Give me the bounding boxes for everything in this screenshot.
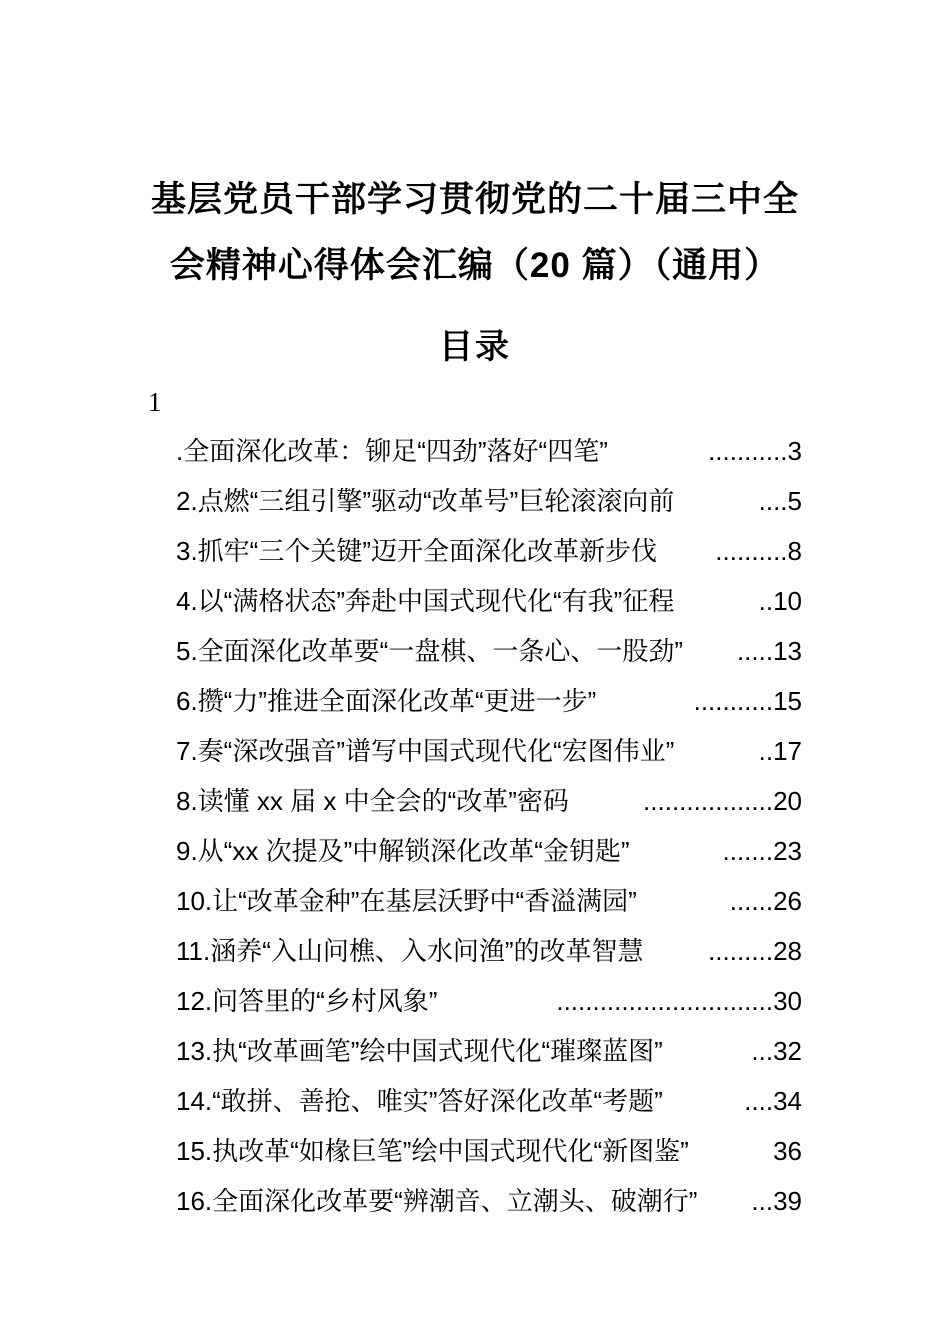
toc-entry[interactable] [176,526,802,576]
toc-entry-page-number: 39 [773,1186,802,1216]
toc-entry-title: 11.涵养“入山问樵、入水问渔”的改革智慧 [176,936,644,966]
toc-entry[interactable] [176,726,802,776]
toc-entry-dot-leader: .......... [715,536,788,566]
toc-entry-title: 2.点燃“三组引擎”驱动“改革号”巨轮滚滚向前 [176,486,675,516]
toc-entry-dot-leader: ... [751,1186,774,1216]
toc-entry-dot-leader: .... [744,1086,774,1116]
toc-entry-page-number: 30 [773,986,802,1016]
toc-entry-dot-leader: ........... [708,436,788,466]
toc-entry-page-number: 32 [773,1036,802,1066]
toc-entry-dot-leader: .............................. [556,986,774,1016]
toc-entry-title: 8.读懂 xx 届 x 中全会的“改革”密码 [176,786,569,816]
toc-entry-page-number: 10 [773,586,802,616]
toc-entry-title: 4.以“满格状态”奔赴中国式现代化“有我”征程 [176,586,675,616]
toc-entry-dot-leader: ... [751,1036,774,1066]
toc-entry-dot-leader: ........... [693,686,774,716]
toc-heading: 目录 [439,328,511,366]
toc-entry-page-number: 23 [773,836,802,866]
toc-entry-dot-leader: .... [758,486,788,516]
toc-entry-page-number: 5 [787,486,802,516]
toc-entry-title: 12.问答里的“乡村风象” [176,986,438,1016]
toc-entry-page-number: 17 [773,736,802,766]
toc-entry-page-number: 3 [787,436,802,466]
toc-entry-page-number: 34 [773,1086,802,1116]
toc-entry-dot-leader: ....... [722,836,774,866]
toc-orphan-number: 1 [148,387,162,417]
toc-entry-page-number: 8 [787,536,802,566]
toc-entry[interactable] [176,876,802,926]
toc-entry-page-number: 28 [773,936,802,966]
toc-entry-title: 15.执改革“如椽巨笔”绘中国式现代化“新图鉴” [176,1136,689,1166]
toc-entry[interactable] [176,626,802,676]
toc-entry[interactable] [176,426,802,476]
toc-entry-title: 7.奏“深改强音”谱写中国式现代化“宏图伟业” [176,736,675,766]
toc-entry-dot-leader: .. [758,586,774,616]
toc-entry-title: 13.执“改革画笔”绘中国式现代化“璀璨蓝图” [176,1036,663,1066]
toc-entry-title: 5.全面深化改革要“一盘棋、一条心、一股劲” [176,636,684,666]
toc-entry-page-number: 36 [773,1136,802,1166]
toc-entry[interactable] [176,1176,802,1226]
toc-entry[interactable] [176,576,802,626]
toc-entry[interactable] [176,676,802,726]
toc-entry[interactable] [176,826,802,876]
toc-entry[interactable] [176,976,802,1026]
toc-entry-title: 9.从“xx 次提及”中解锁深化改革“金钥匙” [176,836,630,866]
toc-entry-title: 3.抓牢“三个关键”迈开全面深化改革新步伐 [176,536,658,566]
toc-entry-title: 14.“敢拼、善抢、唯实”答好深化改革“考题” [176,1086,663,1116]
toc-entry[interactable] [176,776,802,826]
toc-entry[interactable] [176,1126,802,1176]
toc-entry-title: 10.让“改革金种”在基层沃野中“香溢满园” [176,886,637,916]
toc-entry-dot-leader: ......... [708,936,774,966]
toc-entry-dot-leader: .................. [643,786,774,816]
toc-entry-title: .全面深化改革：铆足“四劲”落好“四笔” [176,436,608,466]
toc-entry-title: 6.攒“力”推进全面深化改革“更进一步” [176,686,597,716]
toc-entry-title: 16.全面深化改革要“辨潮音、立潮头、破潮行” [176,1186,698,1216]
toc-entry[interactable] [176,1026,802,1076]
toc-entry[interactable] [176,1076,802,1126]
toc-entry-dot-leader: ...... [729,886,774,916]
toc-entry-page-number: 26 [773,886,802,916]
toc-entry-dot-leader: .. [758,736,774,766]
toc-entry-page-number: 20 [773,786,802,816]
toc-entry-page-number: 13 [773,636,802,666]
toc-entry-dot-leader: ..... [736,636,774,666]
document-title: 基层党员干部学习贯彻党的二十届三中全会精神心得体会汇编（20 篇）（通用） [150,180,799,285]
toc-entry[interactable] [176,476,802,526]
toc-entry-page-number: 15 [773,686,802,716]
toc-list [148,426,802,1226]
toc-entry[interactable] [176,926,802,976]
